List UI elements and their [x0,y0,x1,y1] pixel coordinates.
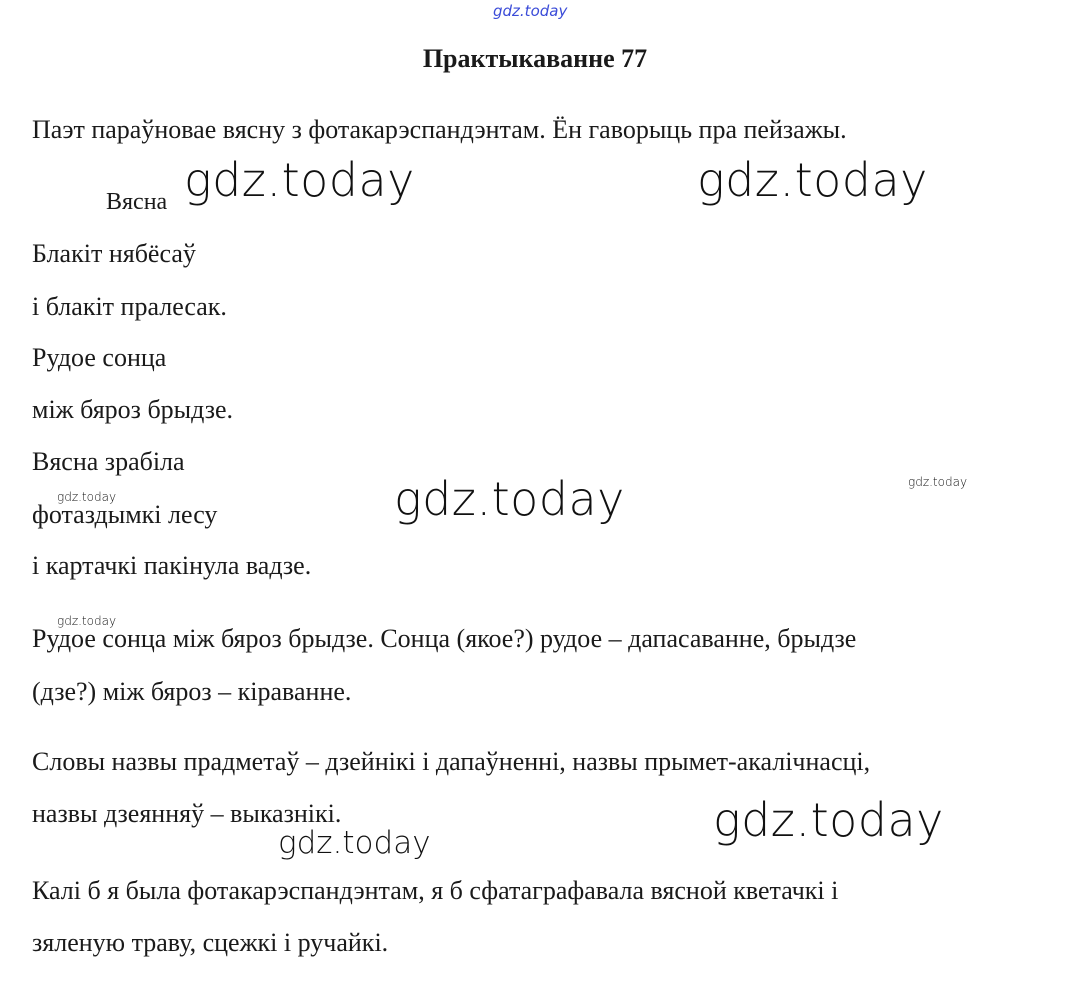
poem-line-3: Рудое сонца [32,343,167,372]
poem-title: Вясна [106,189,168,215]
watermark-large-1: gdz.today [184,153,415,207]
answer-line-1: Калі б я была фотакарэспандэнтам, я б сфатаграфавала вясной кветачкі і [32,876,839,905]
poem-line-1: Блакіт нябёсаў [32,239,196,268]
poem-line-7: і картачкі пакінула вадзе. [32,551,312,580]
words-line-1: Словы назвы прадметаў – дзейнікі і дапаўненні, назвы прымет-акалічнасці, [32,747,871,776]
watermark-large-3: gdz.today [394,472,625,526]
watermark-small-2: gdz.today [908,475,968,489]
poem-line-2: і блакіт пралесак. [32,292,227,321]
watermark-small-1: gdz.today [57,490,117,504]
words-line-2: назвы дзеянняў – выказнікі. [32,799,342,828]
analysis-line-1: Рудое сонца між бяроз брыдзе. Сонца (якое?) рудое – дапасаванне, брыдзе [32,624,857,653]
page-title: Практыкаванне 77 [422,44,648,73]
intro-text: Паэт параўновае вясну з фотакарэспандэнтам. Ён гаворыць пра пейзажы. [32,115,847,144]
poem-line-5: Вясна зрабіла [32,447,185,476]
answer-line-2: зяленую траву, сцежкі і ручайкі. [32,928,389,957]
watermark-medium-1: gdz.today [278,825,431,861]
watermark-top: gdz.today [493,2,568,20]
watermark-large-4: gdz.today [713,793,944,847]
watermark-large-2: gdz.today [697,153,928,207]
poem-line-6: фотаздымкі лесу [32,500,218,529]
poem-line-4: між бяроз брыдзе. [32,395,234,424]
watermark-small-3: gdz.today [57,614,117,628]
analysis-line-2: (дзе?) між бяроз – кіраванне. [32,677,352,706]
